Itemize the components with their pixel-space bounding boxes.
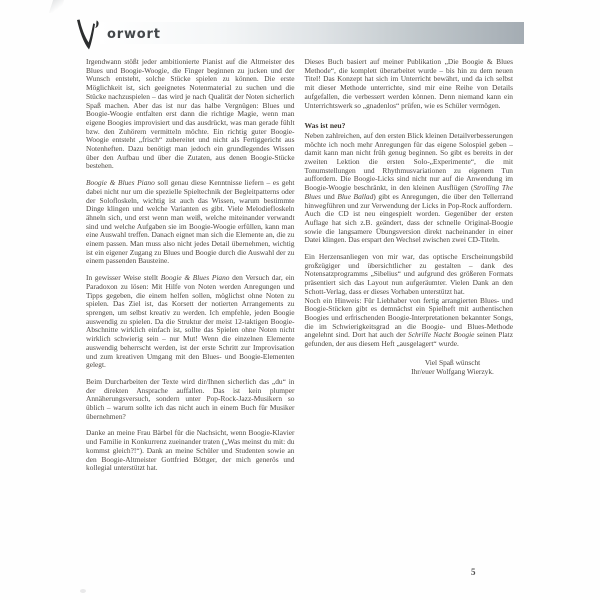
body-paragraph: In gewisser Weise stellt Boogie & Blues Piano den Versuch dar, ein Paradoxon zu lösen: Mit Hilfe von Noten werden Anregungen und Tipps gegeben, die einem helfen sollen, möglichst ohne Noten zu spielen. Das Ziel ist, das Korsett der notierten Arrangements zu sprengen, um selbst kreativ zu werden. Ich empfehle, jeden Boogie auswendig zu spielen. Da die Struktur der meist 12-taktigen Boogie-Abschnitte wirklich einfach ist, sollte das Spielen ohne Noten nicht wirklich schwierig sein – nur Mut! Wenn die einzelnen Elemente auswendig beherrscht werden, ist der erste Schritt zur Improvisation und zum kreativen Umgang mit den Blues- und Boogie-Elementen gelegt. (86, 273, 295, 370)
body-paragraph: Noch ein Hinweis: Für Liebhaber von fertig arrangierten Blues- und Boogie-Stücken gibt es demnächst ein Spielheft mit authentischen Boogies und erfrischenden Boogie-Interpretationen bekannter Songs, die im Schwierigkeitsgrad an die Boogie- und Blues-Methode angelehnt sind. Dort hat auch der Schrille Nacht Boogie seinen Platz gefunden, der aus diesem Heft „ausgelagert“ wurde. (304, 295, 513, 349)
page-number: 5 (471, 567, 476, 577)
signature (392, 358, 513, 376)
body-paragraph: Ein Herzensanliegen von mir war, das optische Erscheinungsbild großzügiger und übersichtlicher zu gestalten – dank des Notensatzprogramms „Sibelius“ und aufgrund des größeren Formats präsentiert sich das Layout nun aufgeräumter. Vielen Dank an den Schott-Verlag, dass er dieses Vorhaben unterstützt hat. (304, 252, 513, 296)
signature-line: Viel Spaß wünscht (424, 357, 481, 367)
body-paragraph: Dieses Buch basiert auf meiner Publikation „Die Boogie & Blues Methode“, die komplett überarbeitet wurde – bis hin zu dem neuen Titel! Das Konzept hat sich im Unterricht bewährt, und da ich selbst mit dieser Methode unterrichte, sind mir eine Reihe von Details aufgefallen, die verbessert werden können. Denn niemand kann ein Unterrichtswerk so „gnadenlos“ prüfen, wie es Schüler vermögen. (304, 57, 513, 110)
vorwort-initial-v-glyph (74, 18, 101, 53)
chapter-title: orwort (107, 27, 161, 42)
body-paragraph: Danke an meine Frau Bärbel für die Nachsicht, wenn Boogie-Klavier und Familie in Konkurrenz zueinander traten („Was meinst du mit: du kommst gleich?!“). Dank an meine Schüler und Studenten sowie an den Boogie-Altmeister Gottfried Böttger, der mich generös und kollegial unterstützt hat. (86, 428, 295, 473)
signature-line: Ihr/euer Wolfgang Wierzyk. (411, 367, 494, 376)
body-paragraph: Beim Durcharbeiten der Texte wird dir/Ihnen sicherlich das „du“ in der direkten Ansprache auffallen. Das ist kein plumper Annäherungsversuch, sondern unter Pop-Rock-Jazz-Musikern so üblich – warum sollte ich das nicht auch in einem Buch für Musiker übernehmen? (86, 376, 295, 421)
body-paragraph: Auch die CD ist neu eingespielt worden. Gegenüber der ersten Auflage hat sich z.B. geändert, dass der schnelle Original-Boogie sowie die langsamere Übungsversion direkt nacheinander in einer Datei klingen. Das erspart den Wechsel zwischen zwei CD-Titeln. (304, 209, 513, 245)
body-text (86, 58, 513, 473)
scan-smudge-artifact (80, 589, 86, 593)
body-paragraph: Irgendwann stößt jeder ambitionierte Pianist auf die Altmeister des Blues und Boogie-Woogie, die Finger beginnen zu jucken und der Wunsch entsteht, solche Stücke spielen zu können. Die erste Möglichkeit ist, sich geeignetes Notenmaterial zu suchen und die Stücke nachzuspielen – das wird je nach Qualität der Noten sicherlich Spaß machen. Aber das ist nur das halbe Vergnügen: Blues und Boogie-Woogie entfalten erst dann die richtige Magie, wenn man eigene Boogies improvisiert und das ausdrückt, was man gerade fühlt bzw. den Zuhörern vermitteln möchte. Ein richtig guter Boogie-Woogie entsteht „frisch“ zubereitet und nicht als Fertiggericht aus Notenheften. Dazu benötigt man jedoch ein grundlegendes Wissen über den Aufbau und über die Zutaten, aus denen Boogie-Stücke bestehen. (86, 57, 295, 171)
right-column (305, 58, 514, 473)
body-paragraph: Neben zahlreichen, auf den ersten Blick kleinen Detailverbesserungen möchte ich noch mehr Anregungen für das eigene Solospiel geben – damit kann man nicht früh genug beginnen. So gibt es bereits in der zweiten Lektion die ersten Solo-„Experimente“, die mit Tonumstellungen und Rhythmusvariationen zu eigenem Tun auffordern. Die Boogie-Licks sind nicht nur auf die Anwendung im Boogie-Woogie beschränkt, in den kleinen Ausflügen (Strolling The Blues und Blue Ballad) gibt es Anregungen, die über den Tellerrand hinwegführen und zur Verwendung der Licks in Pop-Rock auffordern. (304, 130, 514, 210)
scan-edge-artifact (49, 0, 64, 13)
left-column (86, 58, 295, 473)
header-gradient-bar (100, 22, 524, 44)
body-paragraph: Boogie & Blues Piano soll genau diese Kenntnisse liefern – es geht dabei nicht nur um die spezielle Spieltechnik der Begleitpatterns oder der Solofloskeln, wichtig ist auch das Wissen, warum bestimmte Dinge klingen und welche Varianten es gibt. Viele Melodiefloskeln ähneln sich, und erst wenn man weiß, welche miteinander verwandt sind und welche Aufgaben sie im Boogie-Woogie erfüllen, kann man eine Auswahl treffen. Danach eignet man sich die Elemente an, die zu einem passen. Man muss also nicht jedes Detail übernehmen, wichtig ist ein eigener Zugang zu Blues und Boogie durch die Auswahl der zu einem passenden Bausteine. (86, 178, 295, 266)
section-heading: Was ist neu? (304, 121, 346, 131)
